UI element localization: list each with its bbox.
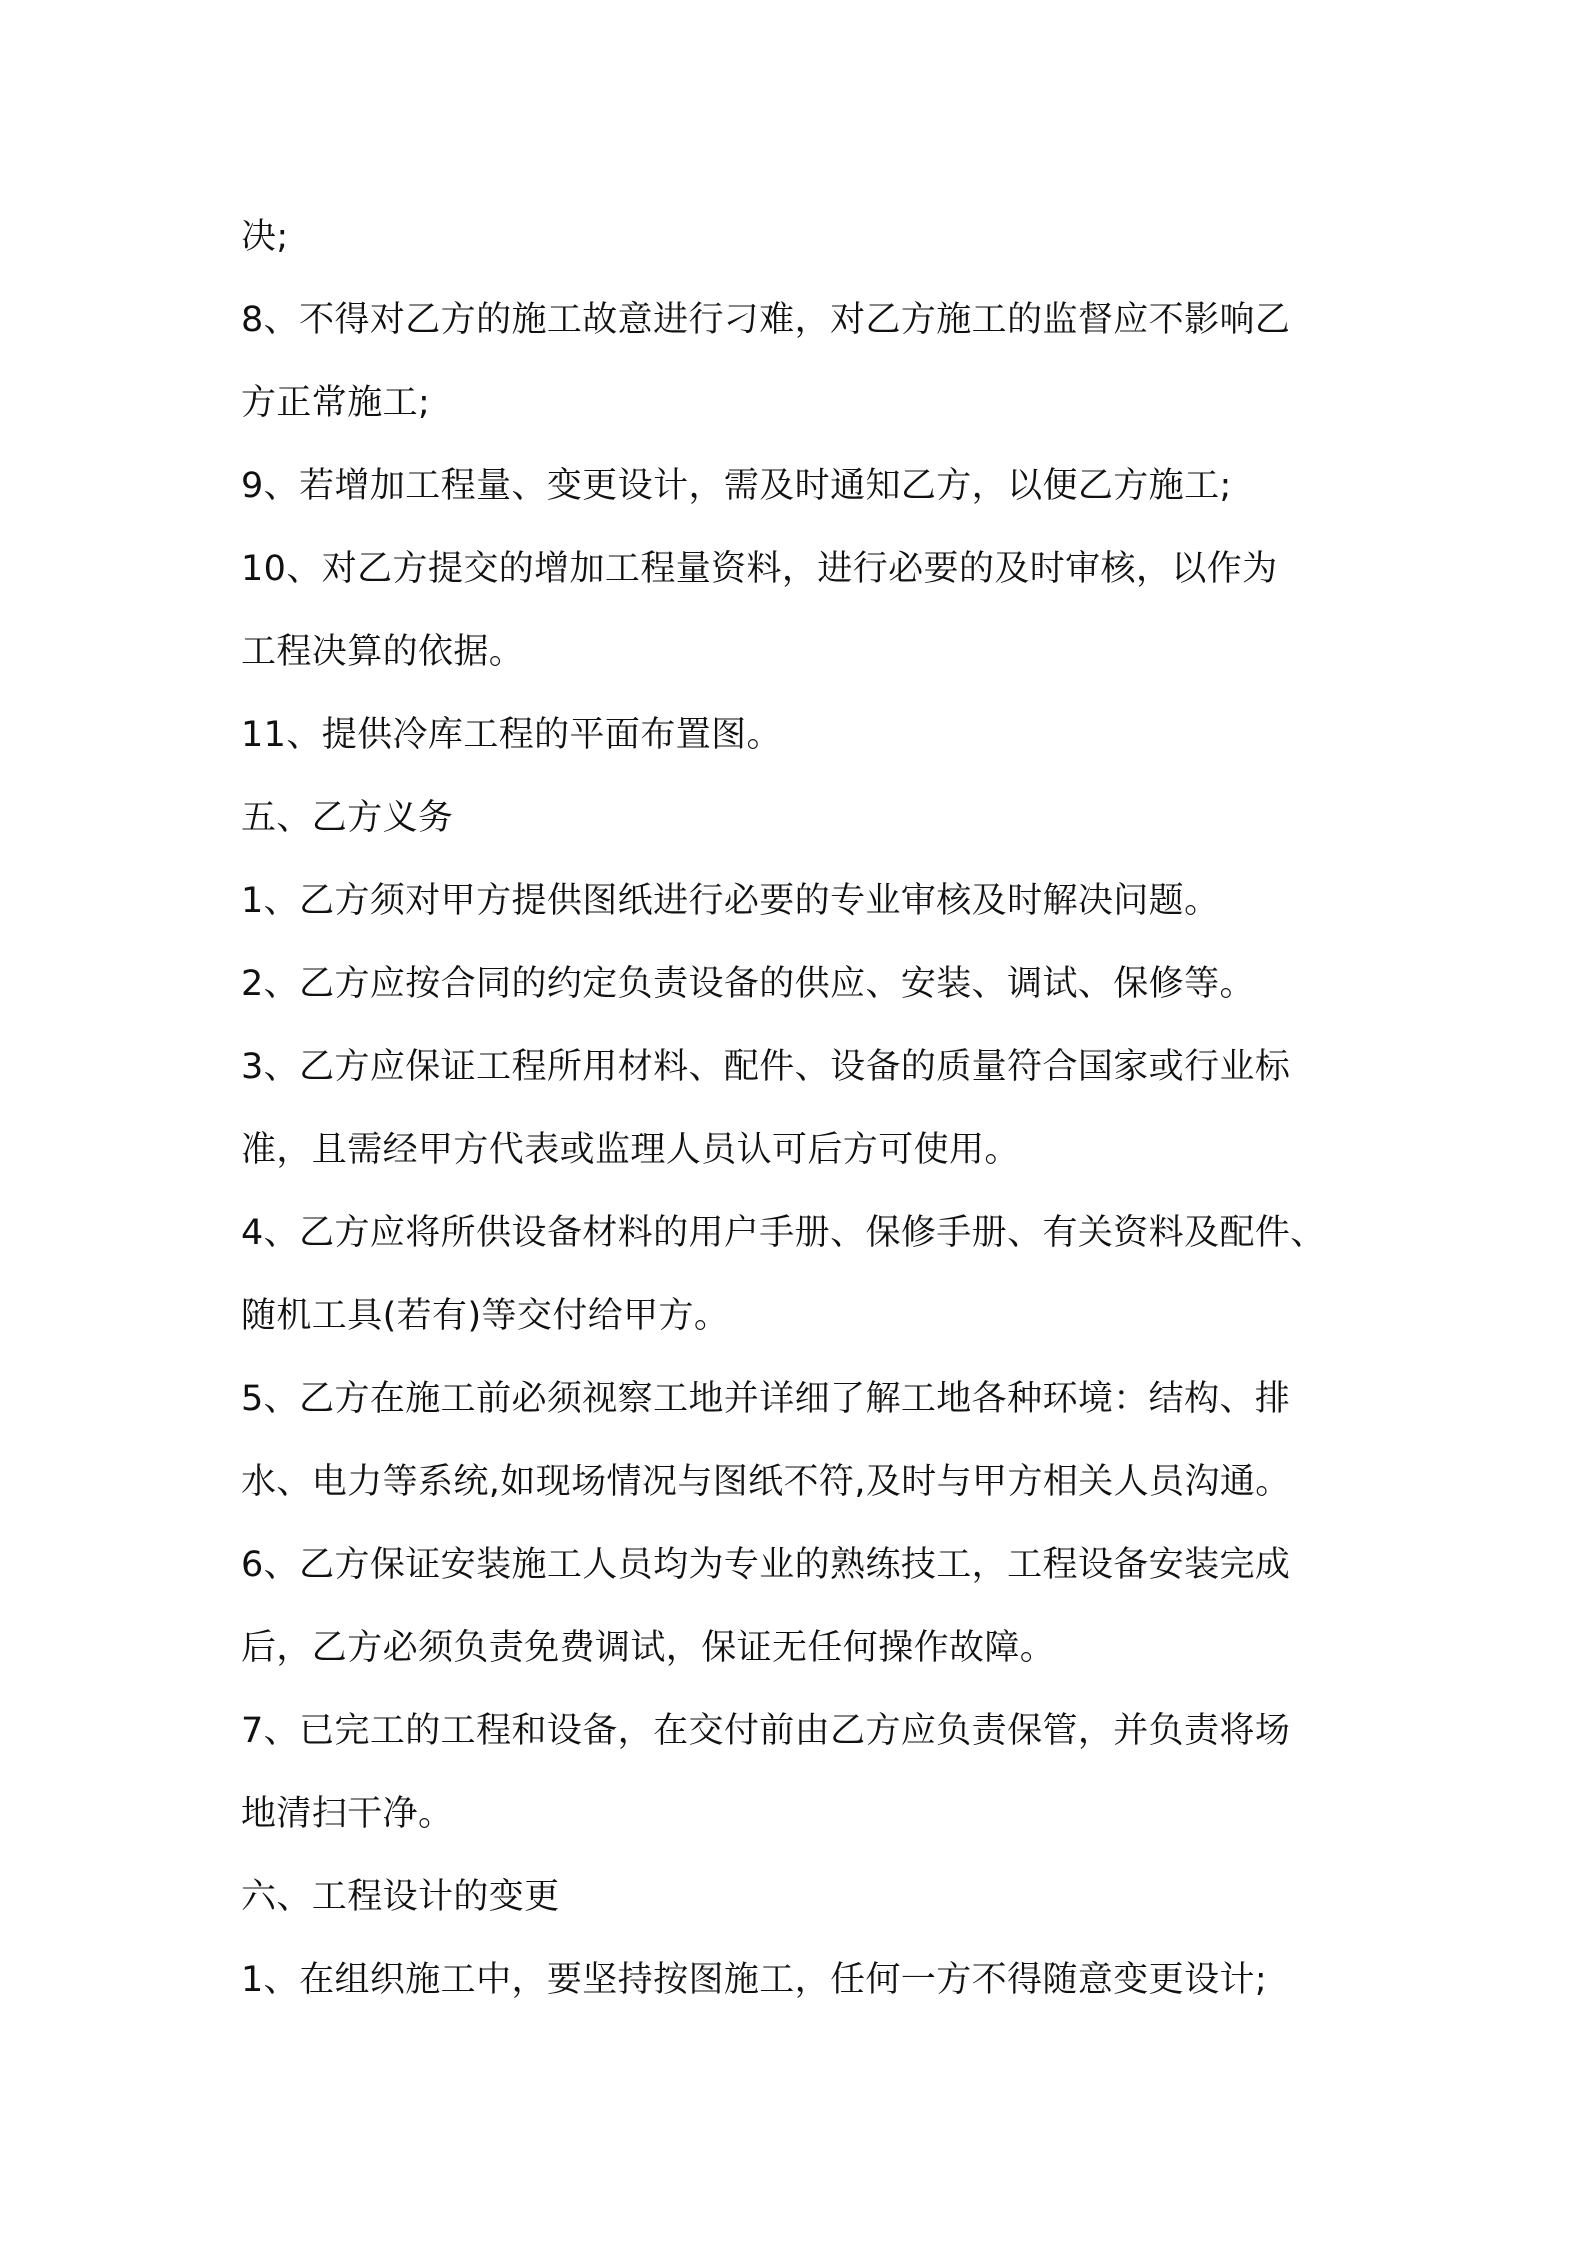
text-line: 地清扫干净。 xyxy=(241,1794,454,1834)
text-line: 11、提供冷库工程的平面布置图。 xyxy=(241,715,782,755)
text-line: 10、对乙方提交的增加工程量资料，进行必要的及时审核，以作为 xyxy=(241,549,1278,589)
text-line: 6、乙方保证安装施工人员均为专业的熟练技工，工程设备安装完成 xyxy=(241,1545,1291,1585)
text-line: 随机工具(若有)等交付给甲方。 xyxy=(241,1296,730,1336)
text-line: 方正常施工; xyxy=(241,383,431,423)
text-line: 准，且需经甲方代表或监理人员认可后方可使用。 xyxy=(241,1130,1020,1170)
text-line: 7、已完工的工程和设备，在交付前由乙方应负责保管，并负责将场 xyxy=(241,1711,1291,1751)
document-body xyxy=(241,196,1391,2022)
section-heading: 五、乙方义务 xyxy=(241,798,454,838)
section-heading: 六、工程设计的变更 xyxy=(241,1877,560,1917)
text-line: 1、乙方须对甲方提供图纸进行必要的专业审核及时解决问题。 xyxy=(241,881,1220,921)
text-line: 后，乙方必须负责免费调试，保证无任何操作故障。 xyxy=(241,1628,1056,1668)
text-line: 2、乙方应按合同的约定负责设备的供应、安装、调试、保修等。 xyxy=(241,964,1255,1004)
text-line: 决; xyxy=(241,217,289,257)
text-line: 4、乙方应将所供设备材料的用户手册、保修手册、有关资料及配件、 xyxy=(241,1213,1326,1253)
text-line: 8、不得对乙方的施工故意进行刁难，对乙方施工的监督应不影响乙 xyxy=(241,300,1291,340)
text-line: 工程决算的依据。 xyxy=(241,632,525,672)
text-line: 水、电力等系统,如现场情况与图纸不符,及时与甲方相关人员沟通。 xyxy=(241,1462,1291,1502)
text-line: 5、乙方在施工前必须视察工地并详细了解工地各种环境：结构、排 xyxy=(241,1379,1291,1419)
text-line: 1、在组织施工中，要坚持按图施工，任何一方不得随意变更设计; xyxy=(241,1960,1268,2000)
text-line: 3、乙方应保证工程所用材料、配件、设备的质量符合国家或行业标 xyxy=(241,1047,1291,1087)
text-line: 9、若增加工程量、变更设计，需及时通知乙方，以便乙方施工; xyxy=(241,466,1232,506)
